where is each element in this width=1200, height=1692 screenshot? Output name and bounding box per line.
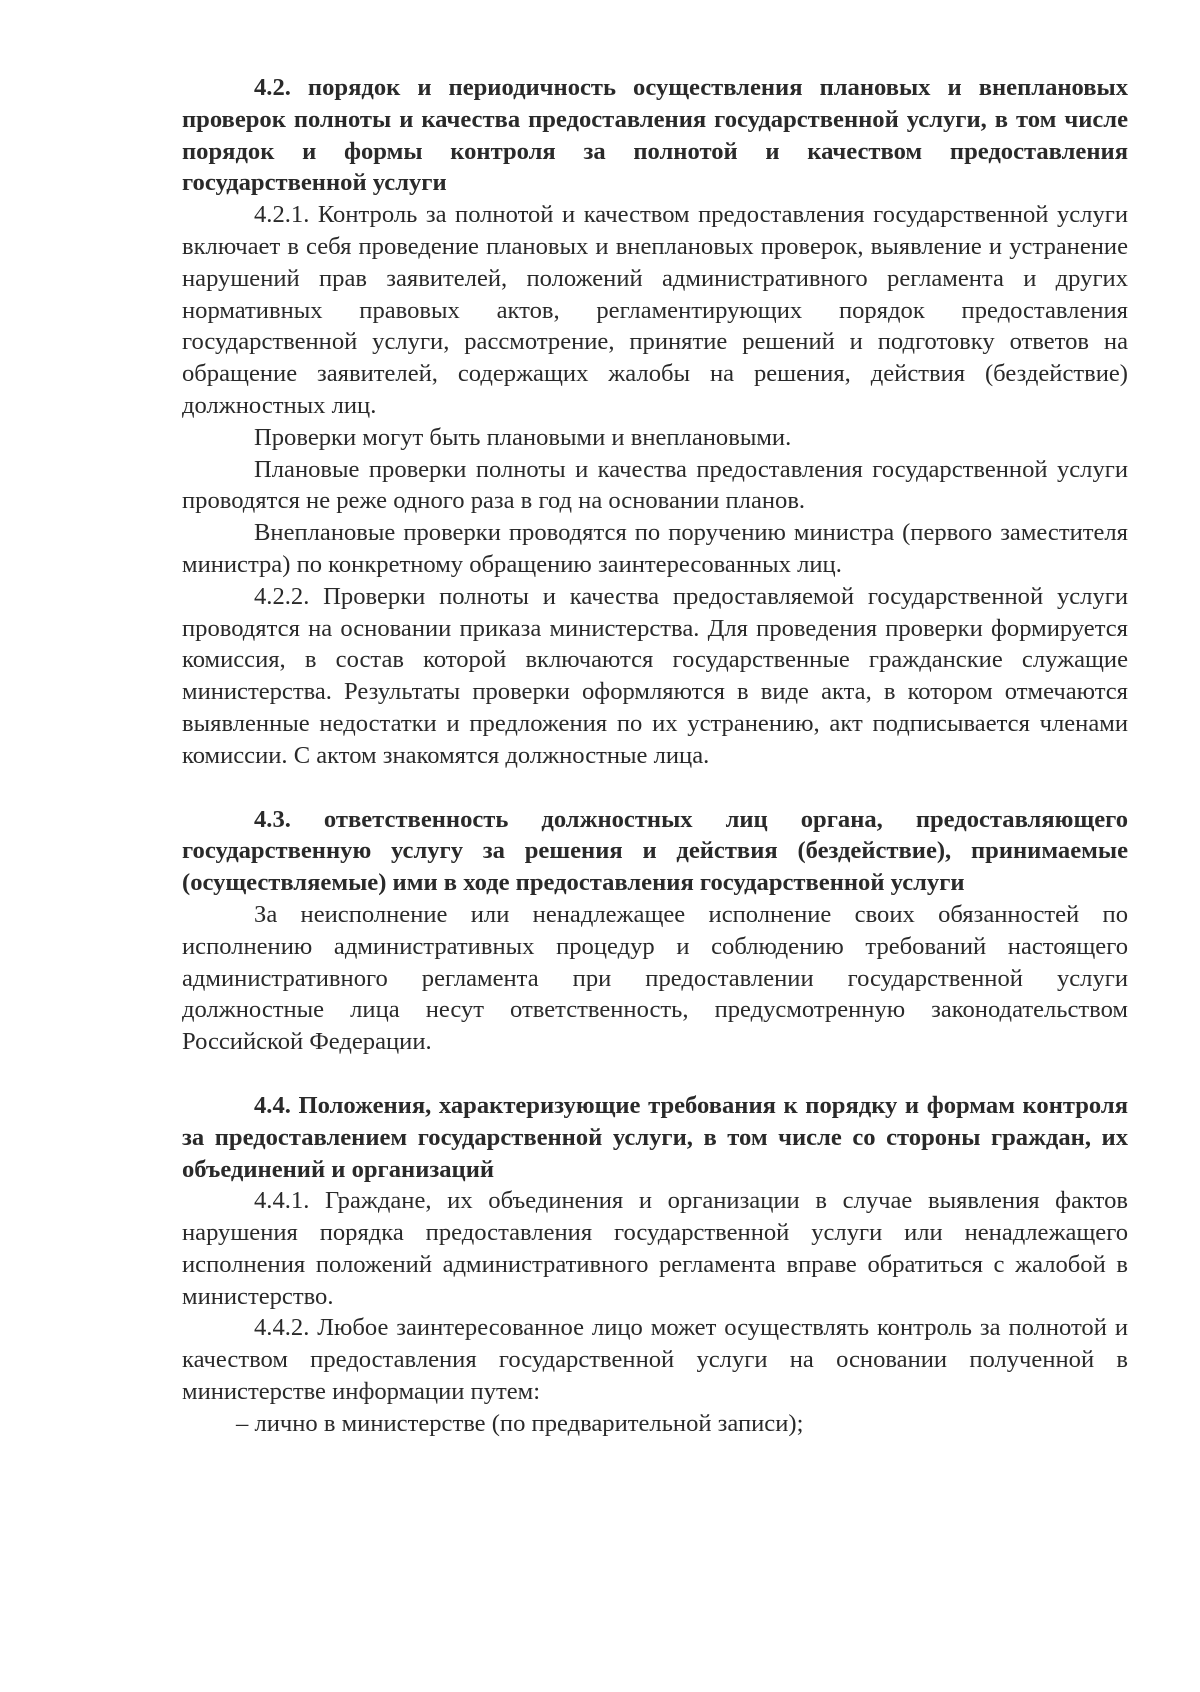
list-item: – лично в министерстве (по предварительной записи);: [236, 1409, 804, 1437]
paragraph: 4.2.1. Контроль за полнотой и качеством предоставления государственной услуги включает в себя проведение плановых и внеплановых проверок, выявление и устранение нарушений прав заявителей, положений административного регламента и других нормативных правовых актов, регламентирующих порядок предоставления государственной услуги, рассмотрение, принятие решений и подготовку ответов на обращение заявителей, содержащих жалобы на решения, действия (бездействие) должностных лиц.: [182, 201, 1128, 419]
section-4-3: [182, 804, 1128, 1058]
section-4-4: [182, 1090, 1128, 1440]
paragraph: 4.2.2. Проверки полноты и качества предоставляемой государственной услуги проводятся на основании приказа министерства. Для проведения проверки формируется комиссия, в состав которой включаются государственные гражданские служащие министерства. Результаты проверки оформляются в виде акта, в котором отмечаются выявленные недостатки и предложения по их устранению, акт подписывается членами комиссии. С актом знакомятся должностные лица.: [182, 582, 1128, 769]
paragraph: Проверки могут быть плановыми и внеплановыми.: [254, 423, 792, 451]
section-spacer: [182, 1058, 1128, 1090]
paragraph: 4.4.2. Любое заинтересованное лицо может осуществлять контроль за полнотой и качеством предоставления государственной услуги на основании полученной в министерстве информации путем:: [182, 1314, 1128, 1406]
paragraph: Плановые проверки полноты и качества предоставления государственной услуги проводятся не реже одного раза в год на основании планов.: [182, 455, 1128, 515]
document-page: [182, 72, 1128, 1440]
section-4-2: [182, 72, 1128, 772]
section-heading: 4.4. Положения, характеризующие требования к порядку и формам контроля за предоставлением государственной услуги, в том числе со стороны граждан, их объединений и организаций: [182, 1091, 1128, 1183]
paragraph: 4.4.1. Граждане, их объединения и организации в случае выявления фактов нарушения порядка предоставления государственной услуги или ненадлежащего исполнения положений административного регламента вправе обратиться с жалобой в министерство.: [182, 1187, 1128, 1310]
section-heading: 4.3. ответственность должностных лиц органа, предоставляющего государственную услугу за решения и действия (бездействие), принимаемые (осуществляемые) ими в ходе предоставления государственной услуги: [182, 805, 1128, 897]
section-spacer: [182, 772, 1128, 804]
paragraph: За неисполнение или ненадлежащее исполнение своих обязанностей по исполнению административных процедур и соблюдению требований настоящего административного регламента при предоставлении государственной услуги должностные лица несут ответственность, предусмотренную законодательством Российской Федерации.: [182, 900, 1128, 1056]
paragraph: Внеплановые проверки проводятся по поручению министра (первого заместителя министра) по конкретному обращению заинтересованных лиц.: [182, 519, 1128, 578]
section-heading: 4.2. порядок и периодичность осуществления плановых и внеплановых проверок полноты и качества предоставления государственной услуги, в том числе порядок и формы контроля за полнотой и качеством предоставления государственной услуги: [182, 74, 1128, 197]
